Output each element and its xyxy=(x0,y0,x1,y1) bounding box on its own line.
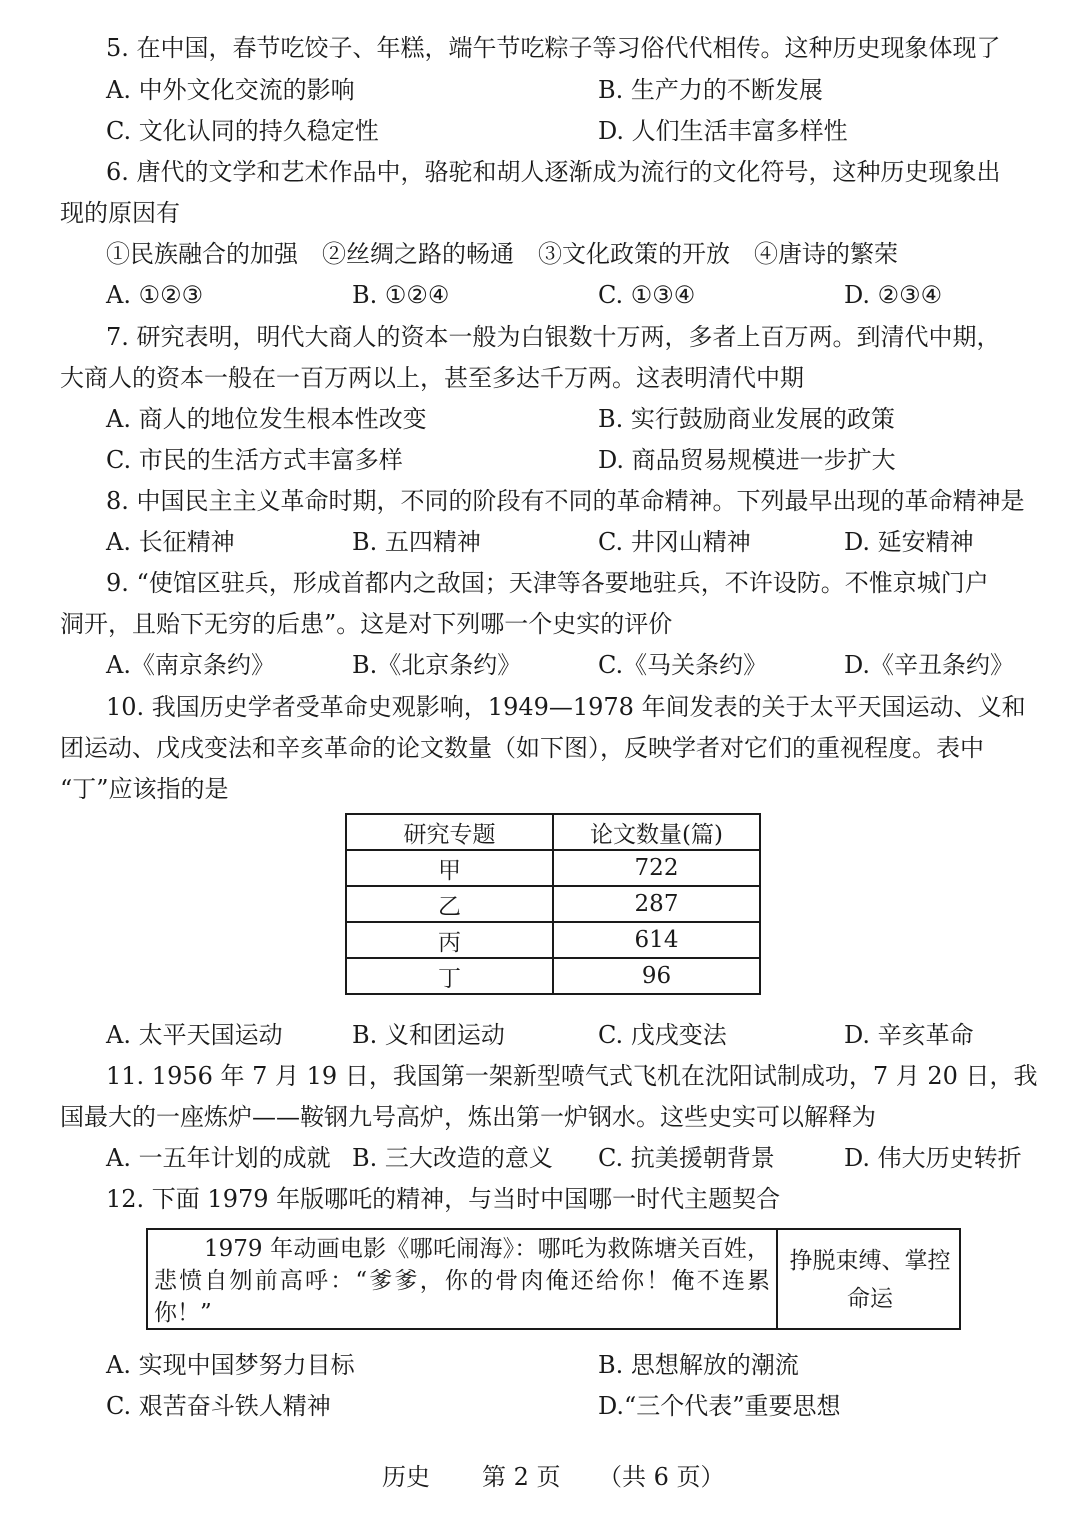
q7-stem-line2: 大商人的资本一般在一百万两以上，甚至多达千万两。这表明清代中期 xyxy=(60,364,804,392)
q10-option-b: B. 义和团运动 xyxy=(352,1021,505,1049)
table-row xyxy=(346,850,760,886)
table-cell-topic: 丁 xyxy=(346,958,553,994)
q12-option-d: D.“三个代表”重要思想 xyxy=(598,1392,841,1420)
q11-option-d: D. 伟大历史转折 xyxy=(844,1144,1022,1172)
q11-stem-line2: 国最大的一座炼炉——鞍钢九号高炉，炼出第一炉钢水。这些史实可以解释为 xyxy=(60,1103,876,1131)
nezha-theme: 挣脱束缚、掌控命运 xyxy=(789,1248,951,1312)
q10-stem-line1: 10. 我国历史学者受革命史观影响，1949—1978 年间发表的关于太平天国运动、义和 xyxy=(106,693,1026,721)
q11-option-a: A. 一五年计划的成就 xyxy=(106,1144,331,1172)
q6-option-d: D. ②③④ xyxy=(844,281,943,309)
table-cell-count: 614 xyxy=(553,922,760,958)
q6-statements: ①民族融合的加强 ②丝绸之路的畅通 ③文化政策的开放 ④唐诗的繁荣 xyxy=(106,240,898,268)
q12-option-b: B. 思想解放的潮流 xyxy=(598,1351,799,1379)
nezha-quote-box xyxy=(146,1228,961,1330)
table-row xyxy=(346,922,760,958)
q8-stem: 8. 中国民主主义革命时期，不同的阶段有不同的革命精神。下列最早出现的革命精神是 xyxy=(106,487,1025,515)
q9-stem-line1: 9. “使馆区驻兵，形成首都内之敌国；天津等各要地驻兵，不许设防。不惟京城门户 xyxy=(106,569,989,597)
q8-option-d: D. 延安精神 xyxy=(844,528,974,556)
q10-option-c: C. 戊戌变法 xyxy=(598,1021,727,1049)
q6-option-a: A. ①②③ xyxy=(106,281,204,309)
q9-option-c: C.《马关条约》 xyxy=(598,651,768,679)
q5-stem: 5. 在中国，春节吃饺子、年糕，端午节吃粽子等习俗代代相传。这种历史现象体现了 xyxy=(106,34,1001,62)
table-header-row xyxy=(346,814,760,850)
q11-option-b: B. 三大改造的意义 xyxy=(352,1144,553,1172)
q10-stem-line3: “丁”应该指的是 xyxy=(60,775,229,803)
table-row xyxy=(346,886,760,922)
footer-subject: 历史 xyxy=(382,1463,430,1491)
q10-option-d: D. 辛亥革命 xyxy=(844,1021,974,1049)
q5-option-a: A. 中外文化交流的影响 xyxy=(106,76,355,104)
footer-page-number: 第 2 页 xyxy=(482,1463,561,1491)
table-cell-count: 287 xyxy=(553,886,760,922)
q7-option-a: A. 商人的地位发生根本性改变 xyxy=(106,405,427,433)
q7-option-d: D. 商品贸易规模进一步扩大 xyxy=(598,446,896,474)
q8-option-a: A. 长征精神 xyxy=(106,528,235,556)
q5-option-c: C. 文化认同的持久稳定性 xyxy=(106,117,379,145)
q7-option-c: C. 市民的生活方式丰富多样 xyxy=(106,446,403,474)
q5-option-b: B. 生产力的不断发展 xyxy=(598,76,823,104)
footer-total-pages: （共 6 页） xyxy=(598,1463,725,1491)
q10-option-a: A. 太平天国运动 xyxy=(106,1021,283,1049)
papers-count-table xyxy=(345,813,761,995)
table-cell-topic: 丙 xyxy=(346,922,553,958)
q9-option-a: A.《南京条约》 xyxy=(106,651,275,679)
q6-option-c: C. ①③④ xyxy=(598,281,696,309)
q8-option-b: B. 五四精神 xyxy=(352,528,481,556)
q9-stem-line2: 洞开，且贻下无穷的后患”。这是对下列哪一个史实的评价 xyxy=(60,610,673,638)
table-cell-topic: 乙 xyxy=(346,886,553,922)
q7-stem-line1: 7. 研究表明，明代大商人的资本一般为白银数十万两，多者上百万两。到清代中期， xyxy=(106,323,1001,351)
q6-stem-line2: 现的原因有 xyxy=(60,199,180,227)
q5-option-d: D. 人们生活丰富多样性 xyxy=(598,117,848,145)
table-cell-count: 96 xyxy=(553,958,760,994)
q12-option-a: A. 实现中国梦努力目标 xyxy=(106,1351,355,1379)
q10-stem-line2: 团运动、戊戌变法和辛亥革命的论文数量（如下图），反映学者对它们的重视程度。表中 xyxy=(60,734,984,762)
q6-option-b: B. ①②④ xyxy=(352,281,450,309)
q12-option-c: C. 艰苦奋斗铁人精神 xyxy=(106,1392,331,1420)
q11-option-c: C. 抗美援朝背景 xyxy=(598,1144,775,1172)
table-row xyxy=(346,958,760,994)
q6-stem-line1: 6. 唐代的文学和艺术作品中，骆驼和胡人逐渐成为流行的文化符号，这种历史现象出 xyxy=(106,158,1001,186)
q11-stem-line1: 11. 1956 年 7 月 19 日，我国第一架新型喷气式飞机在沈阳试制成功，7 月 20 日，我 xyxy=(106,1062,1038,1090)
table-cell-topic: 甲 xyxy=(346,850,553,886)
table-header-count: 论文数量(篇) xyxy=(553,814,760,850)
q8-option-c: C. 井冈山精神 xyxy=(598,528,751,556)
q9-option-d: D.《辛丑条约》 xyxy=(844,651,1015,679)
q12-stem: 12. 下面 1979 年版哪吒的精神，与当时中国哪一时代主题契合 xyxy=(106,1185,781,1213)
q9-option-b: B.《北京条约》 xyxy=(352,651,522,679)
nezha-quote: 1979 年动画电影《哪吒闹海》：哪吒为救陈塘关百姓，悲愤自刎前高呼：“爹爹，你的骨肉俺还给你！俺不连累你！” xyxy=(154,1236,770,1326)
table-cell-count: 722 xyxy=(553,850,760,886)
q7-option-b: B. 实行鼓励商业发展的政策 xyxy=(598,405,895,433)
table-header-topic: 研究专题 xyxy=(346,814,553,850)
quote-divider xyxy=(776,1230,778,1328)
